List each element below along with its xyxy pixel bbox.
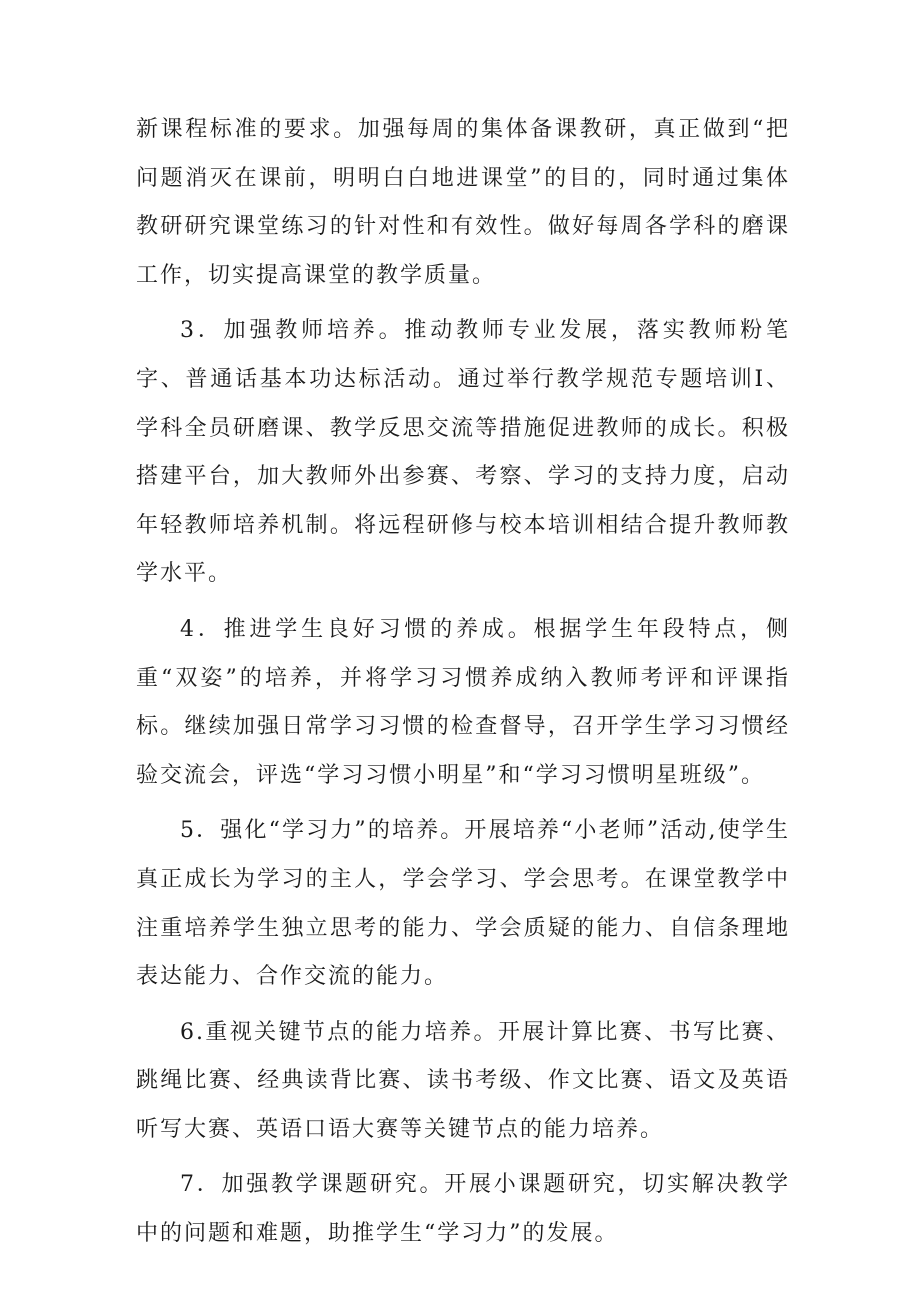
paragraph-7-research: 7．加强教学课题研究。开展小课题研究，切实解决教学中的问题和难题，助推学生“学习力”的发展。: [136, 1172, 790, 1247]
paragraph-5-learning-ability: 5．强化“学习力”的培养。开展培养“小老师”活动,使学生真正成长为学习的主人，学会学习、学会思考。在课堂教学中注重培养学生独立思考的能力、学会质疑的能力、自信条理地表达能力、合作交流的能力。: [136, 818, 790, 990]
paragraph-spacer: [136, 300, 790, 307]
paragraph-spacer: [136, 1002, 790, 1009]
document-body: [136, 106, 790, 1259]
paragraph-4-student-habits: 4．推进学生良好习惯的养成。根据学生年段特点，侧重“双姿”的培养，并将学习习惯养成纳入教师考评和评课指标。继续加强日常学习习惯的检查督导，召开学生学习习惯经验交流会，评选“学习习惯小明星”和“学习习惯明星班级”。: [136, 616, 790, 788]
paragraph-6-key-skills: 6.重视关键节点的能力培养。开展计算比赛、书写比赛、跳绳比赛、经典读背比赛、读书考级、作文比赛、语文及英语听写大赛、英语口语大赛等关键节点的能力培养。: [136, 1019, 790, 1142]
paragraph-3-teacher-training: 3．加强教师培养。推动教师专业发展，落实教师粉笔字、普通话基本功达标活动。通过举行教学规范专题培训Ⅰ、学科全员研磨课、教学反思交流等措施促进教师的成长。积极搭建平台，加大教师外出参赛、考察、学习的支持力度，启动年轻教师培养机制。将远程研修与校本培训相结合提升教师教学水平。: [136, 318, 790, 587]
paragraph-continued: 新课程标准的要求。加强每周的集体备课教研，真正做到“把问题消灭在课前，明明白白地进课堂”的目的，同时通过集体教研研究课堂练习的针对性和有效性。做好每周各学科的磨课工作，切实提高课堂的教学质量。: [136, 117, 790, 288]
paragraph-spacer: [136, 1154, 790, 1161]
paragraph-spacer: [136, 599, 790, 606]
paragraph-spacer: [136, 800, 790, 807]
